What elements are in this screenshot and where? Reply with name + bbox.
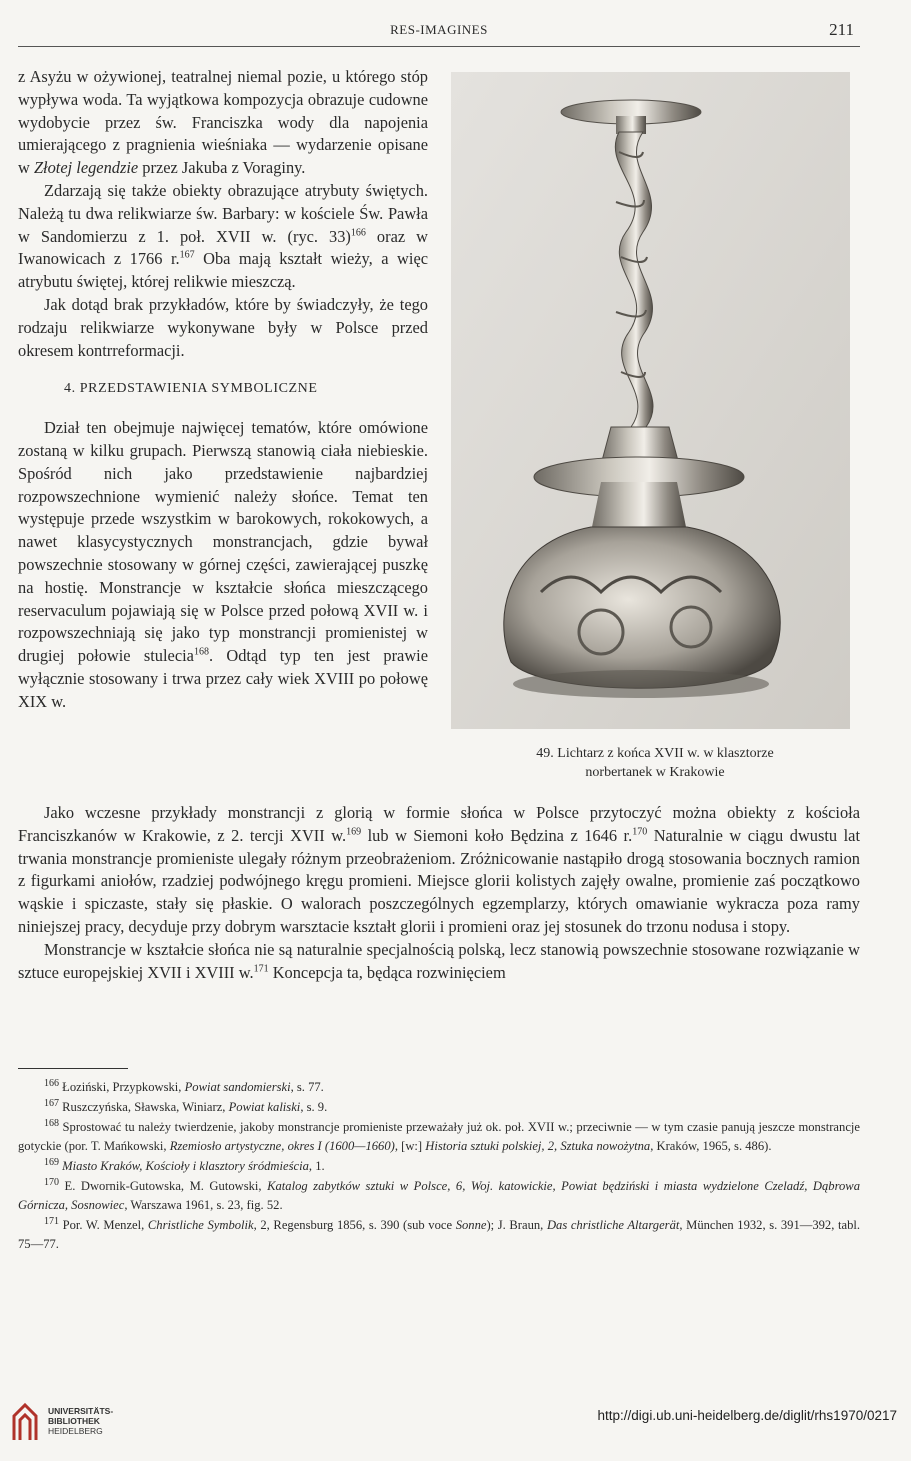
footnote-ref[interactable]: 168 (193, 646, 209, 658)
footnote: $^{171}$ Por. W. Menzel, Christliche Symbolik, 2, Regensburg 1856, s. 390 (sub voce Sonne); J. Braun, Das christliche Altargerät, München 1932, s. 391—392, tabl. 75—77. (18, 1215, 861, 1251)
paragraph: Jako wczesne przykłady monstrancji z glorią w formie słońca w Polsce przytoczyć można obiekty z kościoła Franciszkanów w Krakowie, z 2. tercji XVII w.$^{169}$ lub w Siemoni koło Będzina z 1646 r.$^{170}$ Naturalnie w ciągu dwustu lat trwania monstrancje promieniste ulegały różnym przeobrażeniom. Zróżnicowanie nastąpiło drogą stosowania bocznych ramion z figurkami aniołów, rzadziej podwójnego kręgu promieni. Miejsce glorii kolistych zajęły owalne, promienie zaś początkowo wąskie i spiczaste, stały się płaskie. O walorach poszczególnych egzemplarzy, których omawianie wykracza poza ramy niniejszej pracy, decyduje przy dobrym warsztacie kształt glorii i promieni oraz jej stosunek do trzonu nodusa i stopy. (18, 803, 861, 936)
source-url-link[interactable]: http://digi.ub.uni-heidelberg.de/diglit/rhs1970/0217 (597, 1408, 897, 1423)
footnote-ref[interactable]: 167 (179, 249, 195, 261)
footnotes (18, 1078, 860, 1255)
footnote: $^{167}$ Ruszczyńska, Sławska, Winiarz, Powiat kaliski, s. 9. (44, 1097, 328, 1114)
paragraph: Zdarzają się także obiekty obrazujące atrybuty świętych. Należą tu dwa relikwiarze św. Barbary: w kościele Św. Pawła w Sandomierzu z 1. poł. XVII w. (ryc. 33)$^{166}$ oraz w Iwanowicach z 1766 r.$^{167}$ Oba mają kształt wieży, a więc atrybutu świętej, której relikwie mieszczą. (18, 180, 428, 292)
footnote: $^{168}$ Sprostować tu należy twierdzenie, jakoby monstrancje promieniste przeważały już ok. poł. XVII w.; przeciwnie — w tym czasie panują jeszcze monstrancje gotyckie (por. T. Mańkowski, Rzemiosło artystyczne, okres I (1600—1660), [w:] Historia sztuki polskiej, 2, Sztuka nowożytna, Kraków, 1965, s. 486). (18, 1117, 860, 1153)
footnote-ref[interactable]: 171 (253, 963, 269, 975)
figure-caption: 49. Lichtarz z końca XVII w. w klasztorze norbertanek w Krakowie (536, 746, 774, 780)
page-number: 211 (829, 20, 854, 39)
section-heading: 4. PRZEDSTAWIENIA SYMBOLICZNE (64, 381, 318, 397)
paragraph: Monstrancje w kształcie słońca nie są naturalnie specjalnością polską, lecz stanowią powszechnie stosowane rozwiązanie w sztuce europejskiej XVII i XVIII w.$^{171}$ Koncepcja ta, będąca rozwinięciem (18, 939, 860, 982)
paragraph: Dział ten obejmuje najwięcej tematów, które omówione zostaną w kilku grupach. Pierwszą stanowią ciała niebieskie. Spośród nich jako przedstawienie najbardziej rozpowszechnione wymienić należy słońce. Temat ten występuje przede wszystkim w barokowych, rokokowych, a nawet klasycystycznych monstrancjach, gdzie bywał powszechnie stosowany w górnej części, zawierającej puszkę na hostię. Monstrancje w kształcie słońca mieszczącego reservaculum pojawiają się w Polsce przed połową XVII w. i rozpowszechniają się jako typ monstrancji promienistej w drugiej połowie stulecia$^{168}$. Odtąd typ ten jest prawie wyłącznie stosowany i trwa przez cały wiek XVIII po połowę XIX w. (18, 418, 428, 711)
footnote: $^{170}$ E. Dwornik-Gutowska, M. Gutowski, Katalog zabytków sztuki w Polsce, 6, Woj. katowickie, Powiat będziński i miasta wydzielone Czeladź, Dąbrowa Górnicza, Sosnowiec, Warszawa 1961, s. 23, fig. 52. (18, 1176, 860, 1212)
left-text-column (18, 66, 428, 714)
running-title: RES-IMAGINES (390, 22, 488, 37)
page-header (18, 20, 860, 47)
paragraph: Jak dotąd brak przykładów, które by świadczyły, że tego rodzaju relikwiarze wykonywane były w Polsce przed okresem kontrreformacji. (18, 294, 428, 360)
footnote-ref[interactable]: 166 (350, 227, 366, 239)
footnote: $^{166}$ Łoziński, Przypkowski, Powiat sandomierski, s. 77. (44, 1077, 324, 1094)
candlestick-illustration (451, 72, 850, 729)
library-logo-icon[interactable] (10, 1402, 40, 1442)
library-name: UNIVERSITÄTS- BIBLIOTHEK HEIDELBERG (48, 1406, 114, 1436)
footnote-ref[interactable]: 169 (346, 826, 362, 838)
footnote: $^{169}$ Miasto Kraków, Kościoły i klasztory śródmieścia, 1. (44, 1156, 325, 1173)
candlestick-photo (451, 72, 850, 729)
footnote-divider (18, 1068, 128, 1069)
footnote-ref[interactable]: 170 (632, 826, 648, 838)
paragraph: z Asyżu w ożywionej, teatralnej niemal pozie, u którego stóp wypływa woda. Ta wyjątkowa kompozycja obrazuje cudowne wydobycie przez św. Franciszka wody dla napojenia umierającego z pragnienia wieśniaka — wydarzenie opisane w Złotej legendzie przez Jakuba z Voraginy. (18, 67, 428, 178)
full-width-text (18, 802, 860, 984)
page-footer (0, 1392, 911, 1461)
